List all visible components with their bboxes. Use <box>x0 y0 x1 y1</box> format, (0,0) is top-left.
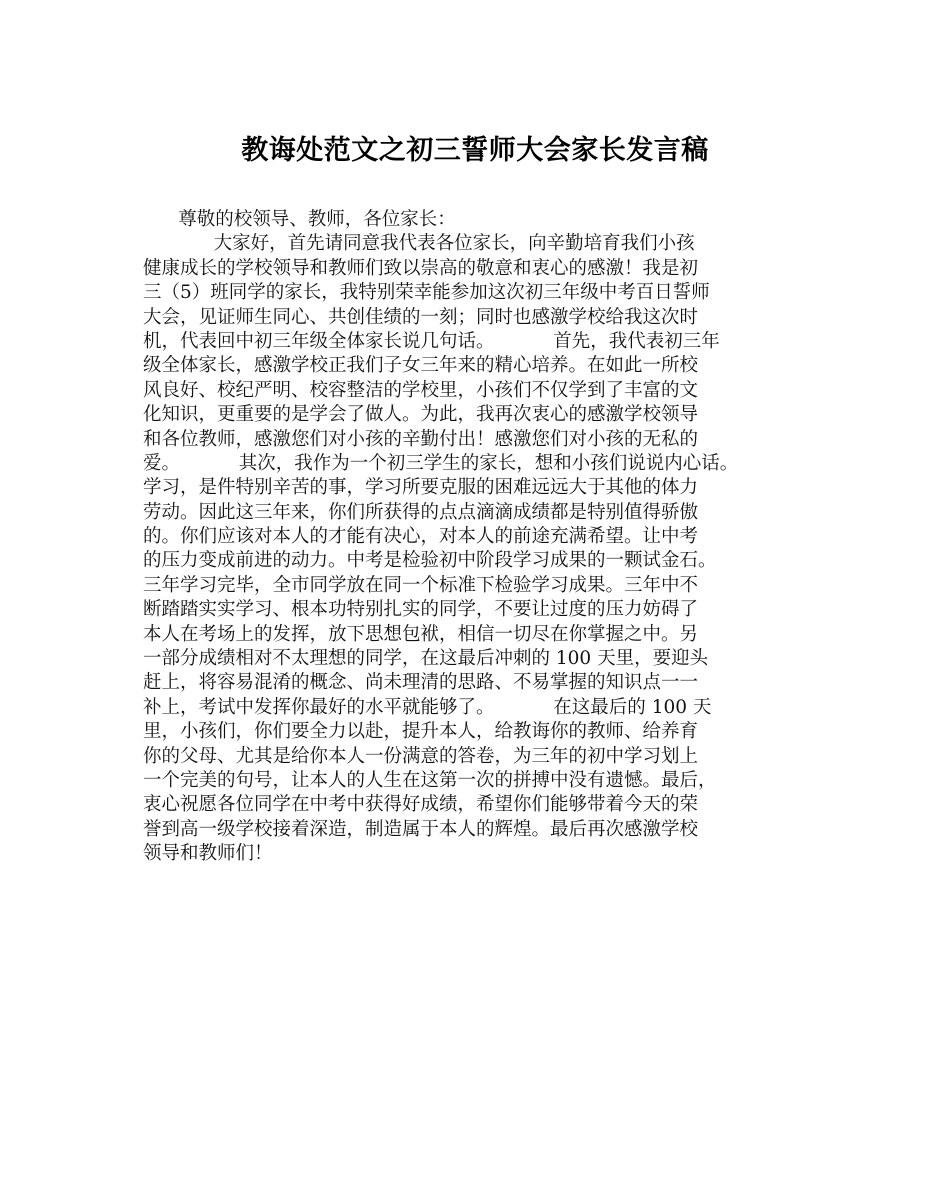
body-line: 补上，考试中发挥你最好的水平就能够了。 在这最后的 100 天 <box>143 696 712 718</box>
body-line: 三年学习完毕，全市同学放在同一个标准下检验学习成果。三年中不 <box>143 574 699 596</box>
body-line: 本人在考场上的发挥，放下思想包袱，相信一切尽在你掌握之中。另 <box>143 623 699 645</box>
body-line: 尊敬的校领导、教师，各位家长： <box>143 209 456 230</box>
body-line: 里，小孩们，你们要全力以赴，提升本人，给教诲你的教师、给养育 <box>143 721 699 743</box>
body-line: 劳动。因此这三年来，你们所获得的点点滴滴成绩都是特别值得骄傲 <box>143 501 699 523</box>
body-line: 化知识，更重要的是学会了做人。为此，我再次衷心的感激学校领导 <box>143 404 699 426</box>
document-title: 教诲处范文之初三誓师大会家长发言稿 <box>241 135 709 166</box>
document-body <box>143 208 833 867</box>
body-line: 你的父母、尤其是给你本人一份满意的答卷，为三年的初中学习划上 <box>143 745 699 767</box>
body-line: 领导和教师们！ <box>143 843 273 865</box>
body-line: 一部分成绩相对不太理想的同学，在这最后冲刺的 100 天里，要迎头 <box>143 648 709 670</box>
body-line: 赶上，将容易混淆的概念、尚未理清的思路、不易掌握的知识点一一 <box>143 672 699 694</box>
body-line: 一个完美的句号，让本人的人生在这第一次的拼搏中没有遗憾。最后， <box>143 769 717 791</box>
body-line: 三（5）班同学的家长，我特别荣幸能参加这次初三年级中考百日誓师 <box>143 282 710 304</box>
body-line: 大会，见证师生同心、共创佳绩的一刻；同时也感激学校给我这次时 <box>143 306 699 328</box>
body-line: 机，代表回中初三年级全体家长说几句话。 首先，我代表初三年 <box>143 330 720 352</box>
body-line: 学习，是件特别辛苦的事，学习所要克服的困难远远大于其他的体力 <box>143 477 699 499</box>
body-line: 誉到高一级学校接着深造，制造属于本人的辉煌。最后再次感激学校 <box>143 818 699 840</box>
body-line: 爱。 其次，我作为一个初三学生的家长，想和小孩们说说内心话。 <box>143 452 739 474</box>
body-line: 衷心祝愿各位同学在中考中获得好成绩，希望你们能够带着今天的荣 <box>143 794 699 816</box>
body-line: 大家好，首先请同意我代表各位家长，向辛勤培育我们小孩 <box>143 233 695 255</box>
body-line: 断踏踏实实学习、根本功特别扎实的同学，不要让过度的压力妨碍了 <box>143 599 699 621</box>
body-line: 健康成长的学校领导和教师们致以崇高的敬意和衷心的感激！我是初 <box>143 257 699 279</box>
body-line: 的。你们应该对本人的才能有决心，对本人的前途充满希望。让中考 <box>143 526 699 548</box>
body-line: 的压力变成前进的动力。中考是检验初中阶段学习成果的一颗试金石。 <box>143 550 717 572</box>
body-line: 级全体家长，感激学校正我们子女三年来的精心培养。在如此一所校 <box>143 355 699 377</box>
body-line: 风良好、校纪严明、校容整洁的学校里，小孩们不仅学到了丰富的文 <box>143 379 699 401</box>
body-line: 和各位教师，感激您们对小孩的辛勤付出！感激您们对小孩的无私的 <box>143 428 699 450</box>
